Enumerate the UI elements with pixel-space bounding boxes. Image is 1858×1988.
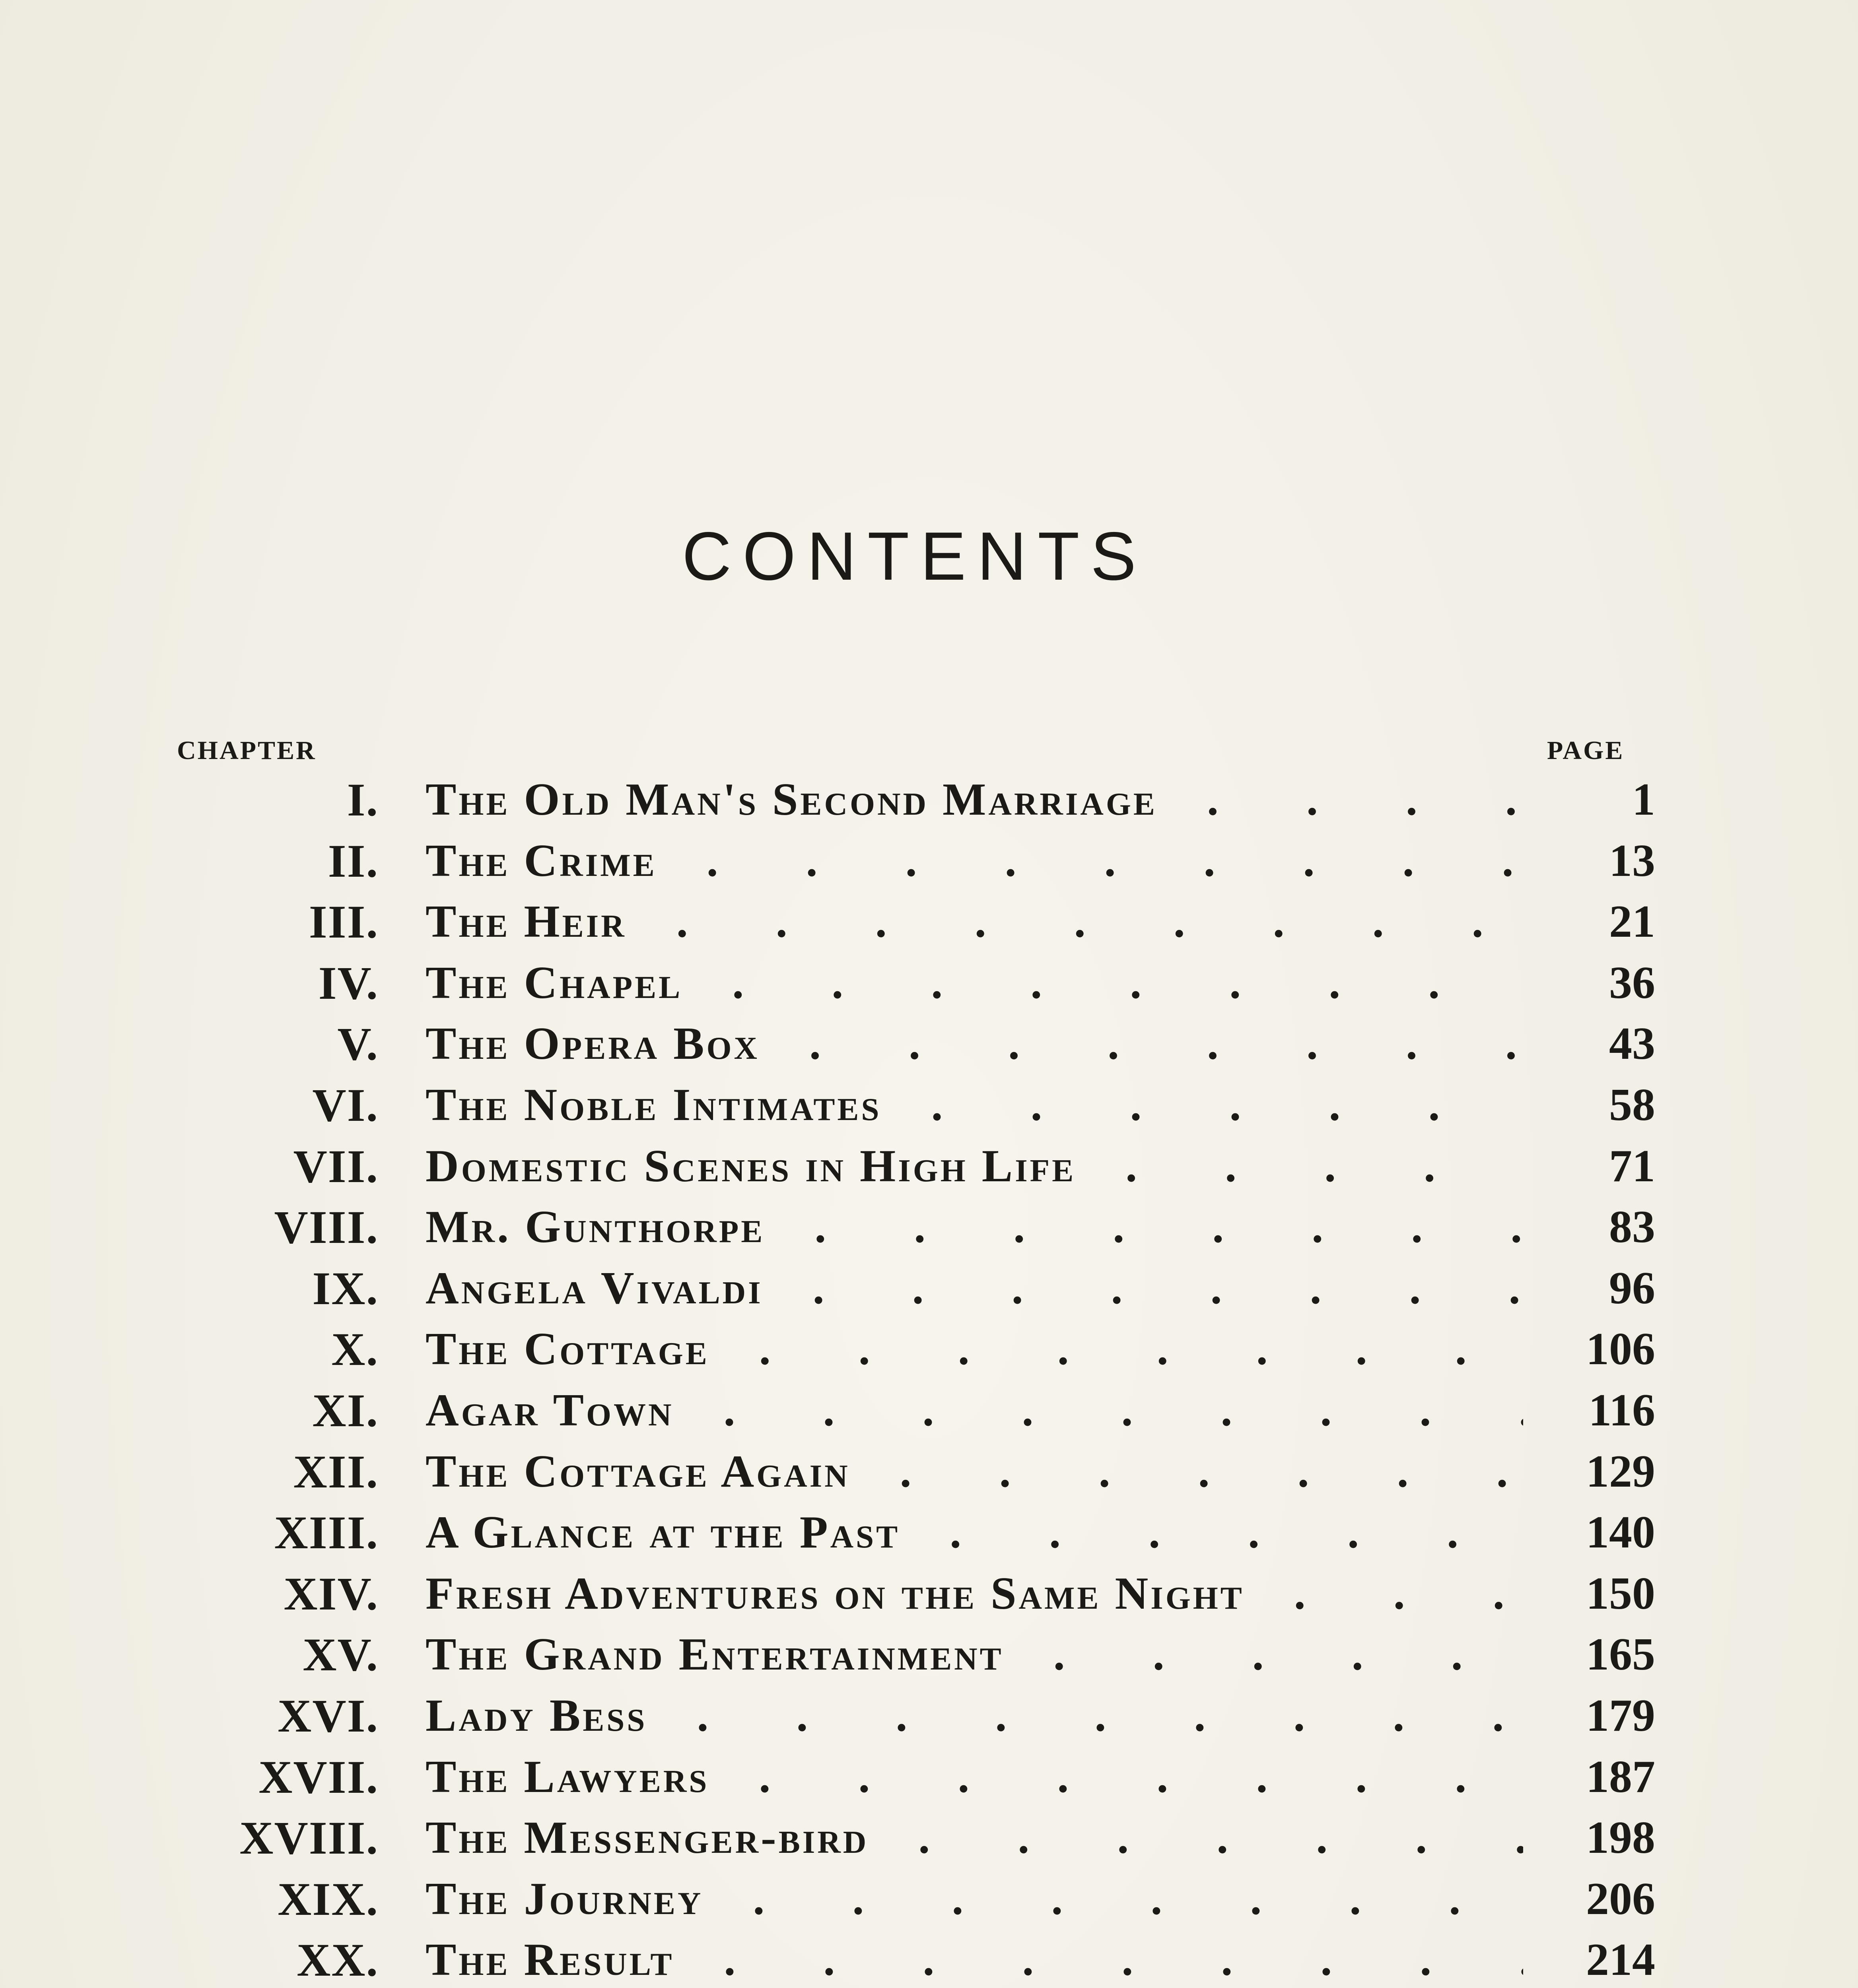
page-number: 214 — [1586, 1934, 1655, 1986]
contents-entry — [0, 1380, 1858, 1441]
chapter-number: XVII. — [258, 1751, 379, 1803]
contents-entry — [0, 1258, 1858, 1319]
page-number: 1 — [1632, 774, 1655, 825]
page-number: 71 — [1609, 1140, 1655, 1192]
contents-entry — [0, 831, 1858, 892]
contents-entry — [0, 1563, 1858, 1625]
page-number: 129 — [1586, 1446, 1655, 1497]
page-number: 165 — [1586, 1629, 1655, 1680]
page-number: 83 — [1609, 1202, 1655, 1253]
chapter-title: The Cottage . . . — [426, 1319, 1523, 1380]
chapter-title: The Heir . . . — [426, 891, 1523, 953]
chapter-number: IV. — [318, 957, 379, 1009]
chapter-number: II. — [328, 835, 379, 887]
contents-entry — [0, 1869, 1858, 1930]
chapter-number: VI. — [312, 1079, 379, 1131]
page-number: 140 — [1586, 1507, 1655, 1558]
page-number: 13 — [1609, 835, 1655, 886]
contents-entry — [0, 769, 1858, 831]
page-number: 187 — [1586, 1751, 1655, 1802]
chapter-title: The Messenger-bird . . . — [426, 1807, 1523, 1869]
chapter-title: The Result . . . — [426, 1930, 1523, 1988]
page-number: 106 — [1586, 1324, 1655, 1375]
chapter-title: The Lawyers . . . — [426, 1747, 1523, 1808]
contents-list — [0, 769, 1858, 1988]
chapter-title: Mr. Gunthorpe . . . — [426, 1197, 1523, 1258]
contents-entry — [0, 1807, 1858, 1869]
page-number: 116 — [1588, 1384, 1655, 1436]
page-number: 21 — [1609, 896, 1655, 947]
chapter-title: Domestic Scenes in High Life . . . — [426, 1136, 1523, 1197]
page-column-header: PAGE — [1547, 736, 1625, 765]
page-number: 179 — [1586, 1690, 1655, 1741]
chapter-title: The Opera Box . . . — [426, 1013, 1523, 1075]
chapter-title: The Cottage Again . . . — [426, 1441, 1523, 1503]
contents-entry — [0, 953, 1858, 1014]
chapter-title: A Glance at the Past . . . — [426, 1502, 1523, 1563]
chapter-number: VII. — [293, 1140, 379, 1192]
chapter-number: XIV. — [284, 1567, 379, 1620]
chapter-number: X. — [331, 1323, 379, 1376]
contents-entry — [0, 1747, 1858, 1808]
chapter-number: XVI. — [278, 1689, 379, 1742]
contents-entry — [0, 1502, 1858, 1563]
chapter-column-header: CHAPTER — [177, 736, 317, 765]
page-number: 198 — [1586, 1812, 1655, 1864]
contents-entry — [0, 1685, 1858, 1747]
contents-entry — [0, 1319, 1858, 1380]
chapter-number: VIII. — [274, 1201, 379, 1254]
page-number: 58 — [1609, 1079, 1655, 1130]
chapter-number: XIX. — [278, 1873, 379, 1925]
chapter-number: XX. — [297, 1934, 379, 1986]
chapter-title: The Chapel . . . — [426, 953, 1523, 1014]
page-number: 43 — [1609, 1018, 1655, 1070]
chapter-title: The Crime . . . — [426, 831, 1523, 892]
contents-entry — [0, 1624, 1858, 1685]
chapter-title: Angela Vivaldi . . . — [426, 1258, 1523, 1319]
chapter-number: XI. — [312, 1384, 379, 1437]
page-title: CONTENTS — [682, 518, 1147, 594]
chapter-number: I. — [347, 774, 379, 826]
page-number: 36 — [1609, 957, 1655, 1008]
contents-entry — [0, 1136, 1858, 1197]
chapter-title: The Old Man's Second Marriage . . . — [426, 769, 1523, 831]
contents-entry — [0, 1075, 1858, 1136]
contents-entry — [0, 1197, 1858, 1258]
chapter-number: XV. — [303, 1629, 379, 1681]
chapter-title: Agar Town . . . — [426, 1380, 1523, 1441]
chapter-number: III. — [309, 896, 379, 948]
chapter-number: XII. — [293, 1445, 379, 1498]
page-number: 150 — [1586, 1568, 1655, 1619]
chapter-title: The Grand Entertainment . . . — [426, 1624, 1523, 1685]
chapter-number: XVIII. — [239, 1812, 379, 1864]
chapter-title: Lady Bess . . . — [426, 1685, 1523, 1747]
page-number: 96 — [1609, 1262, 1655, 1314]
contents-entry — [0, 891, 1858, 953]
chapter-title: The Noble Intimates . . . — [426, 1075, 1523, 1136]
contents-entry — [0, 1441, 1858, 1503]
page-number: 206 — [1586, 1873, 1655, 1924]
contents-entry — [0, 1930, 1858, 1988]
chapter-number: V. — [337, 1018, 379, 1070]
chapter-number: IX. — [312, 1262, 379, 1314]
contents-entry — [0, 1013, 1858, 1075]
chapter-title: The Journey . . . — [426, 1869, 1523, 1930]
chapter-title: Fresh Adventures on the Same Night . . . — [426, 1563, 1523, 1625]
chapter-number: XIII. — [274, 1507, 379, 1559]
